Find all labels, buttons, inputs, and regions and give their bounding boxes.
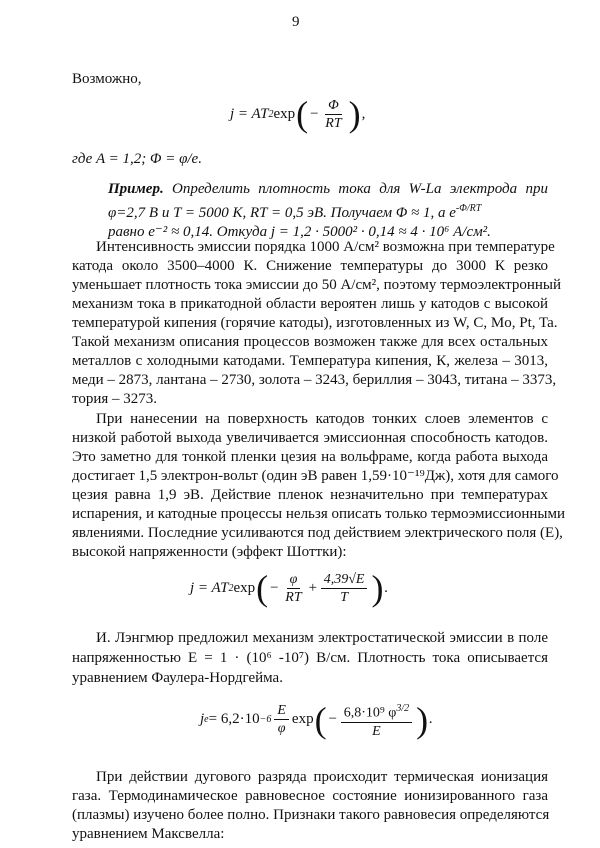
fraction-numerator [341,700,412,723]
formula-fraction [282,571,304,606]
formula-text: j [200,711,205,728]
paragraph-line: (плазмы) изучено более полно. Признаки такого равновесия определяются [72,807,550,823]
formula-minus: − [327,711,338,728]
example-line: равно e⁻² ≈ 0,14. Откуда j = 1,2 · 5000² · 0,14 ≈ 4 · 10⁶ А/см². [108,224,491,240]
formula-minus: − [269,579,280,596]
fraction-numerator: Φ [325,97,342,115]
paragraph-1 [72,238,562,409]
example-line: φ=2,7 В и T = 5000 К, RT = 0,5 эВ. Получаем Φ ≈ 1, а e [108,205,456,221]
paren-open: ( [314,699,327,740]
paragraph-3 [72,628,548,688]
formula-schottky [190,570,388,606]
paren-close: ) [416,699,429,740]
page-number: 9 [292,14,300,30]
paragraph-line: высокой напряженности (эффект Шоттки): [72,544,347,560]
formula-text: exp [273,105,296,122]
formula-text: , [361,105,366,122]
formula-exponent: 3/2 [396,703,410,714]
paren-close: ) [371,568,384,608]
fraction-denominator: RT [285,589,302,605]
formula-text: . [384,579,389,596]
example-block [108,180,548,242]
text-line: где A = 1,2; Φ = φ/e. [72,151,202,167]
paragraph-line: Это заметно для тонкой пленки цезия на вольфраме, когда работа выхода [72,449,548,465]
fraction-numerator: E [274,702,289,720]
paren-close: ) [348,94,361,134]
paragraph-line: металлов с холодными катодами. Температура кипения, К, железа – 3013, [72,353,548,369]
text-line: Возможно, [72,71,142,87]
example-label: Пример. [108,181,164,197]
paragraph-line: уравнением Максвелла: [72,826,225,842]
formula-fowler-nordheim [200,700,433,740]
formula-exponent: 2 [268,108,274,120]
paren-open: ( [256,568,269,608]
paragraph-line: меди – 2873, лантана – 2730, золота – 3243, бериллия – 3043, титана – 3373, [72,372,557,388]
formula-text: j = AT [230,105,269,122]
paragraph-line: температурой кипения (горячие катоды), изготовленных из W, C, Mo, Pt, Ta. [72,315,558,331]
formula-fraction [341,700,412,740]
paragraph-line: газа. Термодинамическое равновесное состояние ионизированного газа [72,788,548,804]
paragraph-line: цезия равна 1,9 эВ. Действие пленок незначительно при температурах [72,487,548,503]
paragraph-2 [72,410,566,562]
formula-text: j = AT [190,579,229,596]
formula-richardson [230,96,365,132]
formula-minus: − [309,105,320,122]
formula-text: exp [291,711,314,728]
paragraph-line: напряженностью E = 1 · (10⁶ -10⁷) В/см. Плотность тока описывается [72,650,548,666]
formula-text: = 6,2·10 [208,711,260,728]
formula-fraction [321,571,368,606]
formula-text: . [429,711,433,728]
paragraph-line: достигает 1,5 электрон-вольт (один эВ равен 1,59·10⁻¹⁹Дж), хотя для самого [72,468,559,484]
formula-exponent: −6 [259,714,272,726]
fraction-denominator: φ [277,721,286,737]
paragraph-line: уменьшает плотность тока эмиссии до 50 А/см², поэтому термоэлектронный [72,277,562,293]
fraction-denominator: RT [325,115,342,131]
paragraph-line: испарения, и катодные процессы нельзя описать только термоэмиссионными [72,506,566,522]
formula-fraction [274,702,289,737]
example-line: Определить плотность тока для W-La электрода при [172,181,548,197]
formula-exponent: 2 [228,582,234,594]
formula-fraction [322,97,344,132]
paragraph-line: При действии дугового разряда происходит термическая ионизация [96,769,548,785]
paragraph-line: И. Лэнгмюр предложил механизм электростатической эмиссии в поле [96,630,548,646]
formula-subscript: e [204,714,209,726]
paragraph-line: При нанесении на поверхность катодов тонких слоев элементов с [96,411,548,427]
fraction-numerator: 4,39√E [321,571,368,589]
example-exponent: -Φ/RT [455,203,482,214]
paragraph-line: тория – 3273. [72,391,158,407]
paragraph-line: явлениями. Последние усиливаются под действием электрического поля (E), [72,525,563,541]
paren-open: ( [296,94,309,134]
paragraph-line: низкой работой выхода увеличивается эмиссионная способность катодов. [72,430,548,446]
fraction-denominator: T [340,589,348,605]
fraction-denominator: E [372,723,381,739]
paragraph-line: Интенсивность эмиссии порядка 1000 А/см² возможна при температуре [96,239,555,255]
fraction-numerator-text: 6,8·10⁹ φ [343,705,397,721]
fraction-numerator: φ [287,571,301,589]
paragraph-line: катода около 3500–4000 К. Снижение температуры до 3000 К резко [72,258,548,274]
paragraph-line: механизм тока в прикатодной области вероятен лишь у катодов с высокой [72,296,548,312]
formula-plus: + [307,579,318,596]
paragraph-4 [72,768,548,844]
paragraph-line: Такой механизм описания процессов возможен также для всех остальных [72,334,548,350]
formula-text: exp [233,579,256,596]
paragraph-line: уравнением Фаулера-Нордгейма. [72,670,283,686]
